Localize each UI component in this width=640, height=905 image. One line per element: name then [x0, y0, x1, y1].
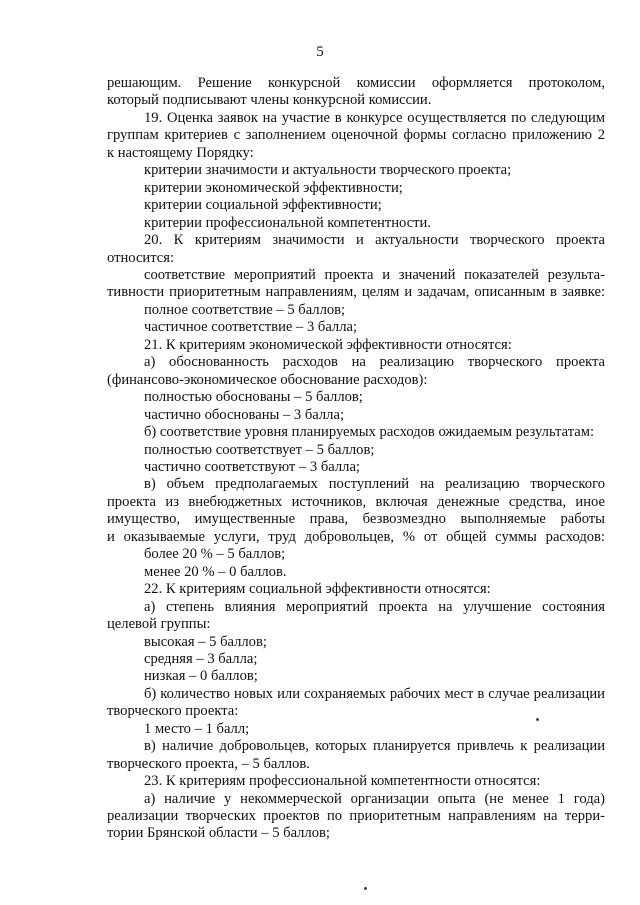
scan-speck	[364, 887, 367, 890]
text-line: критерии экономической эффективности;	[144, 179, 403, 196]
text-line: средняя – 3 балла;	[144, 650, 258, 667]
text-line: 21. К критериям экономической эффективности относятся:	[144, 336, 512, 353]
text-line: группам критериев с заполнением оценочной формы согласно приложению 2	[107, 127, 605, 144]
text-line: полное соответствие – 5 баллов;	[144, 301, 346, 318]
text-line: тивности приоритетным направлениям, целям и задачам, описанным в заявке:	[107, 284, 605, 301]
text-line: относится:	[107, 249, 175, 266]
text-line: частично обоснованы – 3 балла;	[144, 406, 345, 423]
text-line: б) соответствие уровня планируемых расходов ожидаемым результатам:	[144, 424, 595, 441]
text-line: творческого проекта:	[107, 703, 239, 720]
text-line: решающим. Решение конкурсной комиссии оформляется протоколом,	[107, 75, 605, 91]
text-line: частичное соответствие – 3 балла;	[144, 319, 358, 336]
text-line: реализации творческих проектов по приоритетным направлениям на терри-	[107, 808, 605, 825]
text-line: к настоящему Порядку:	[107, 144, 254, 161]
text-line: целевой группы:	[107, 616, 211, 633]
text-line: 22. К критериям социальной эффективности относятся:	[144, 581, 491, 598]
text-line: низкая – 0 баллов;	[144, 668, 258, 685]
text-line: а) обоснованность расходов на реализацию творческого проекта	[144, 354, 605, 371]
document-body	[107, 75, 605, 843]
page-number: 5	[316, 44, 324, 60]
text-line: критерии социальной эффективности;	[144, 197, 382, 214]
text-line: полностью соответствует – 5 баллов;	[144, 441, 375, 458]
scan-speck	[536, 718, 539, 721]
text-line: критерии профессиональной компетентности.	[144, 214, 432, 231]
text-line: б) количество новых или сохраняемых рабочих мест в случае реализации	[144, 685, 605, 702]
text-line: и оказываемые услуги, труд добровольцев, % от общей суммы расходов:	[107, 528, 605, 545]
text-line: 23. К критериям профессиональной компетентности относятся:	[144, 773, 541, 790]
text-line: а) наличие у некоммерческой организации опыта (не менее 1 года)	[144, 790, 605, 807]
text-line: тории Брянской области – 5 баллов;	[107, 825, 330, 842]
text-line: творческого проекта, – 5 баллов.	[107, 755, 310, 772]
text-line: 19. Оценка заявок на участие в конкурсе осуществляется по следующим	[144, 109, 605, 126]
text-line: а) степень влияния мероприятий проекта на улучшение состояния	[144, 598, 605, 615]
text-line: 1 место – 1 балл;	[144, 720, 250, 737]
text-line: который подписывают члены конкурсной комиссии.	[107, 92, 432, 109]
text-line: в) объем предполагаемых поступлений на реализацию творческого	[144, 476, 605, 493]
text-line: полностью обоснованы – 5 баллов;	[144, 389, 363, 406]
text-line: частично соответствуют – 3 балла;	[144, 458, 360, 475]
text-line: менее 20 % – 0 баллов.	[144, 563, 287, 580]
text-line: (финансово-экономическое обоснование расходов):	[107, 371, 428, 388]
text-line: более 20 % – 5 баллов;	[144, 546, 286, 563]
text-line: критерии значимости и актуальности творческого проекта;	[144, 162, 512, 179]
text-line: соответствие мероприятий проекта и значений показателей результа-	[144, 266, 605, 283]
text-line: в) наличие добровольцев, которых планируется привлечь к реализации	[144, 738, 605, 755]
text-line: высокая – 5 баллов;	[144, 633, 267, 650]
text-line: 20. К критериям значимости и актуальности творческого проекта	[144, 232, 605, 249]
text-line: имущество, имущественные права, безвозмездно выполняемые работы	[107, 511, 605, 528]
text-line: проекта из внебюджетных источников, включая денежные средства, иное	[107, 493, 605, 510]
